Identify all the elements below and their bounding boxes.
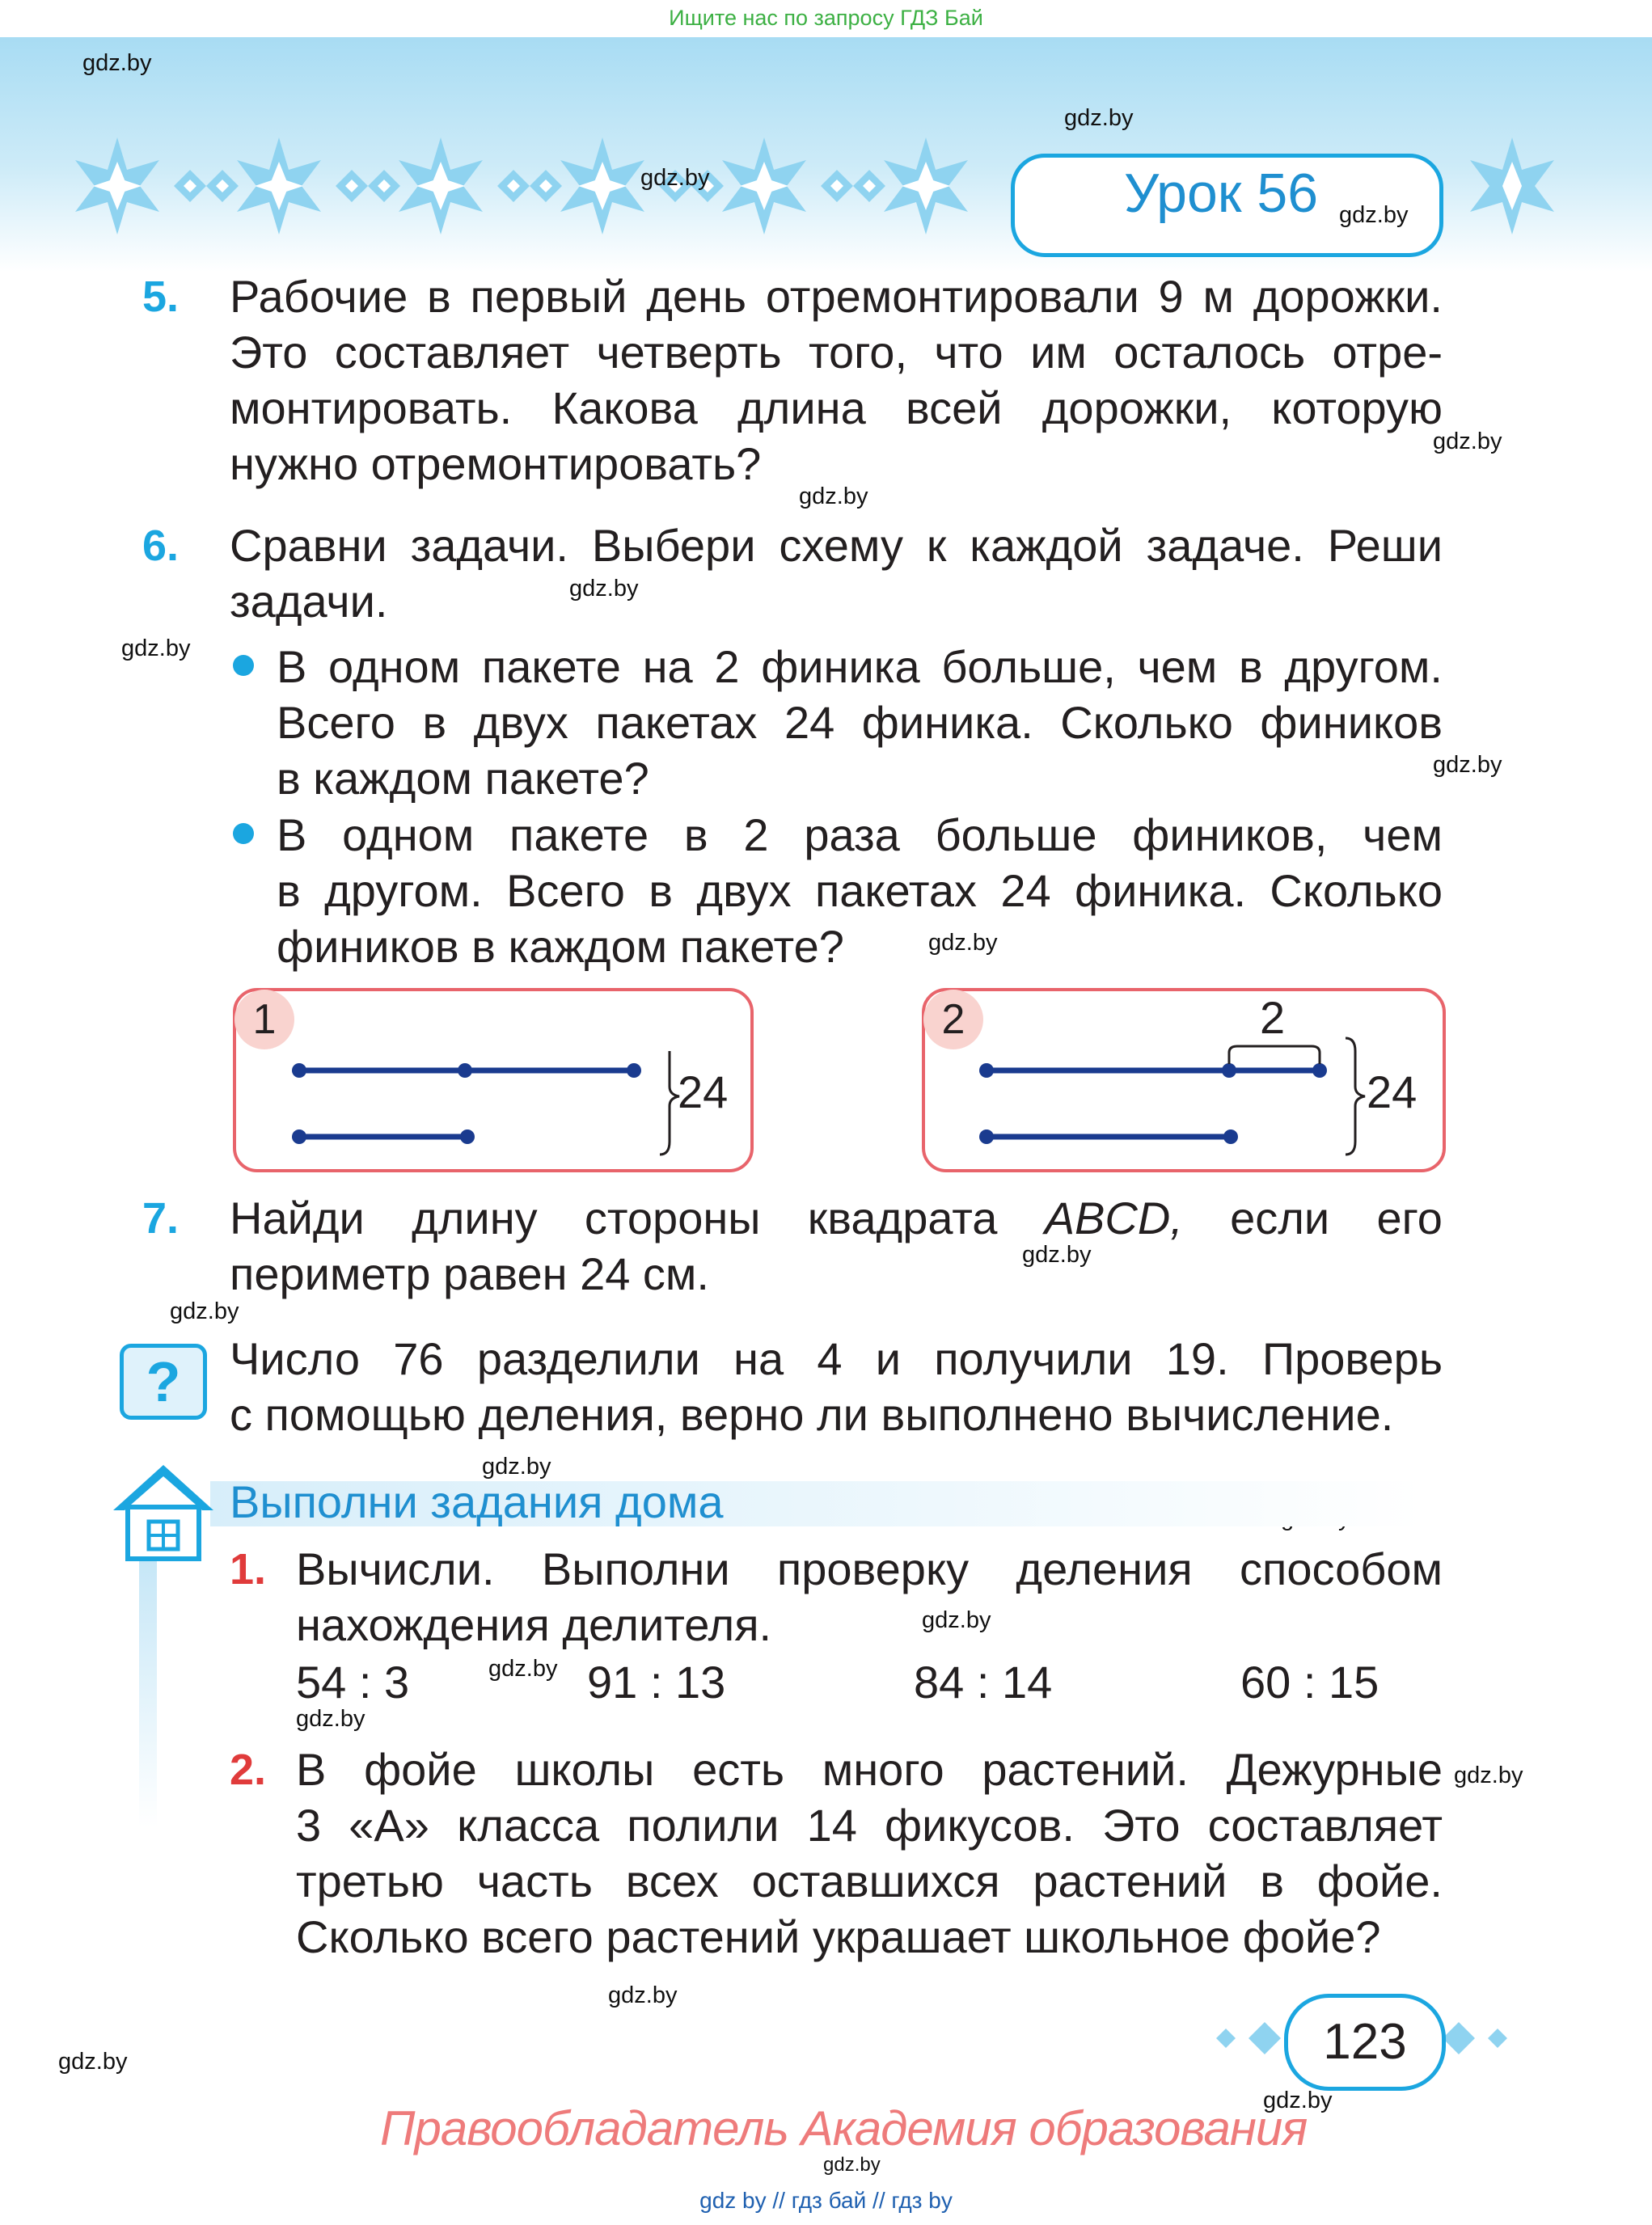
question-text bbox=[230, 1331, 1443, 1442]
text-line: Вычисли. Выполни проверку деления способом bbox=[296, 1543, 1443, 1594]
watermark: gdz.by bbox=[1454, 1763, 1523, 1788]
home-title: Выполни задания дома bbox=[230, 1476, 724, 1527]
home-task-number: 1. bbox=[230, 1545, 267, 1594]
watermark: gdz.by bbox=[170, 1298, 239, 1324]
word: Найди bbox=[230, 1193, 365, 1243]
watermark: gdz.by bbox=[488, 1656, 558, 1682]
scheme-1-number: 1 bbox=[234, 990, 294, 1049]
home-task-1-text bbox=[296, 1541, 1443, 1653]
watermark: gdz.by bbox=[296, 1706, 365, 1732]
top-banner: Ищите нас по запросу ГДЗ Бай bbox=[669, 6, 983, 30]
task-7-text bbox=[230, 1190, 1443, 1302]
text-line: Рабочие в первый день отремонтировали 9 м дорожки. bbox=[230, 271, 1443, 322]
expression: 60 : 15 bbox=[1240, 1657, 1379, 1708]
ornament-icon bbox=[69, 129, 982, 259]
watermark: gdz.by bbox=[1433, 429, 1502, 454]
bullet-icon bbox=[233, 655, 254, 676]
scheme-1-total: 24 bbox=[678, 1066, 729, 1117]
watermark: gdz.by bbox=[58, 2049, 128, 2075]
word: стороны bbox=[584, 1193, 761, 1243]
ornament-icon bbox=[1464, 129, 1569, 259]
scheme-2-total: 24 bbox=[1367, 1066, 1418, 1117]
watermark: gdz.by bbox=[569, 576, 639, 602]
page-number: 123 bbox=[1284, 1994, 1446, 2091]
watermark: gdz.by bbox=[928, 930, 998, 956]
expression: 84 : 14 bbox=[914, 1657, 1053, 1708]
task-5-text bbox=[230, 268, 1443, 492]
text-line: с помощью деления, верно ли выполнено вычисление. bbox=[230, 1389, 1394, 1440]
text-line: монтировать. Какова длина всей дорожки, которую bbox=[230, 382, 1443, 433]
house-icon bbox=[108, 1460, 218, 1565]
watermark: gdz.by bbox=[1022, 1242, 1092, 1268]
text-line: периметр равен 24 см. bbox=[230, 1248, 709, 1299]
watermark: gdz.by bbox=[1433, 752, 1502, 778]
home-sidebar-bar bbox=[139, 1528, 157, 1827]
task-number: 6. bbox=[142, 521, 180, 570]
scheme-2-diagram bbox=[962, 1035, 1399, 1156]
watermark: gdz.by bbox=[482, 1454, 551, 1480]
text-line: Это составляет четверть того, что им осталось отре- bbox=[230, 327, 1443, 378]
watermark: gdz.by bbox=[1339, 202, 1409, 228]
watermark: gdz.by bbox=[608, 1982, 678, 2008]
text-line bbox=[230, 1190, 1443, 1246]
text-line: Сколько всего растений украшает школьное фойе? bbox=[296, 1911, 1381, 1962]
expression: 91 : 13 bbox=[587, 1657, 726, 1708]
text-line: Сравни задачи. Выбери схему к каждой задаче. Реши bbox=[230, 520, 1443, 571]
watermark: gdz.by bbox=[922, 1607, 991, 1633]
word: ABCD, bbox=[1044, 1193, 1183, 1243]
bullet-icon bbox=[233, 823, 254, 844]
text-line: в каждом пакете? bbox=[277, 753, 649, 804]
watermark: gdz.by bbox=[799, 483, 868, 509]
task-number: 7. bbox=[142, 1194, 180, 1243]
word: длину bbox=[412, 1193, 538, 1243]
scheme-2-difference: 2 bbox=[1260, 992, 1286, 1043]
lesson-title: Урок 56 bbox=[1124, 163, 1319, 224]
problem-b-text bbox=[277, 807, 1443, 974]
copyright: Правообладатель Академия образования bbox=[380, 2101, 1308, 2155]
word: квадрата bbox=[807, 1193, 998, 1243]
text-line: третью часть всех оставшихся растений в фойе. bbox=[296, 1856, 1443, 1906]
text-line: фиников в каждом пакете? bbox=[277, 921, 844, 972]
watermark: gdz.by bbox=[121, 635, 191, 661]
text-line: Число 76 разделили на 4 и получили 19. Проверь bbox=[230, 1333, 1443, 1384]
watermark: gdz.by bbox=[823, 2154, 881, 2176]
text-line: нужно отремонтировать? bbox=[230, 438, 762, 489]
watermark: gdz.by bbox=[1263, 2088, 1333, 2113]
text-line: В одном пакете в 2 раза больше фиников, чем bbox=[277, 809, 1443, 860]
word: его bbox=[1376, 1193, 1443, 1243]
text-line: в другом. Всего в двух пакетах 24 финика. Сколько bbox=[277, 865, 1443, 916]
question-icon: ? bbox=[120, 1344, 207, 1420]
task-6-text bbox=[230, 517, 1443, 629]
task-number: 5. bbox=[142, 272, 180, 321]
bottom-links[interactable]: gdz by // гдз бай // гдз by bbox=[699, 2188, 953, 2213]
watermark: gdz.by bbox=[1064, 105, 1134, 131]
word: если bbox=[1230, 1193, 1330, 1243]
expression: 54 : 3 bbox=[296, 1657, 410, 1708]
text-line: В одном пакете на 2 финика больше, чем в другом. bbox=[277, 641, 1443, 692]
text-line: 3 «А» класса полили 14 фикусов. Это составляет bbox=[296, 1800, 1443, 1851]
text-line: В фойе школы есть много растений. Дежурные bbox=[296, 1744, 1443, 1795]
text-line: Всего в двух пакетах 24 финика. Сколько фиников bbox=[277, 697, 1443, 748]
scheme-1-diagram bbox=[275, 1051, 695, 1156]
scheme-2-number: 2 bbox=[923, 990, 983, 1049]
text-line: задачи. bbox=[230, 576, 388, 627]
home-task-2-text bbox=[296, 1742, 1443, 1965]
watermark: gdz.by bbox=[82, 50, 152, 76]
watermark: gdz.by bbox=[640, 165, 710, 191]
home-task-number: 2. bbox=[230, 1746, 267, 1794]
problem-a-text bbox=[277, 639, 1443, 806]
text-line: нахождения делителя. bbox=[296, 1599, 772, 1650]
